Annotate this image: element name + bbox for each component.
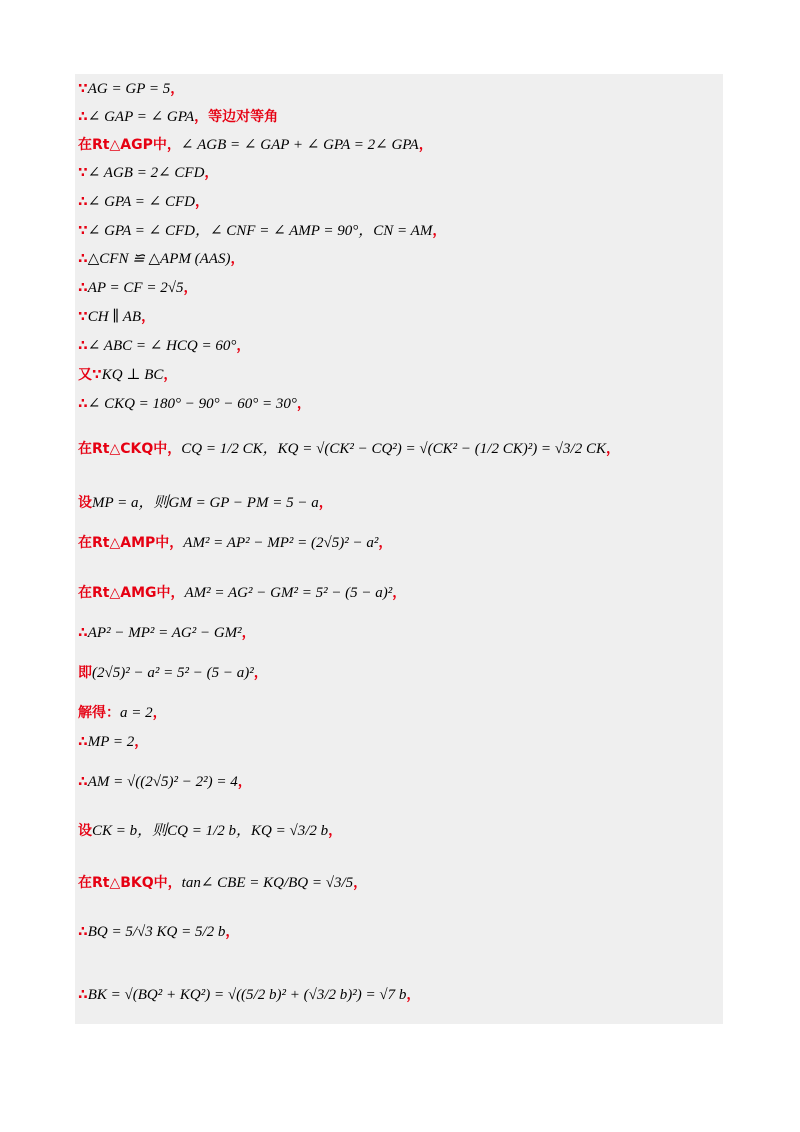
solution-line [78, 393, 311, 415]
line-math: AM = √((2√5)² − 2²) = 4 [87, 774, 238, 790]
line-prefix: 在Rt△AGP中， [78, 137, 181, 153]
solution-line [78, 277, 197, 299]
line-end: ， [605, 441, 620, 457]
line-prefix: ∴ [78, 625, 88, 641]
line-prefix: 设 [78, 495, 92, 511]
line-end: ， [318, 495, 333, 511]
line-prefix: 在Rt△BKQ中， [78, 875, 182, 891]
line-end: ， [134, 734, 149, 750]
line-math: AP = CF = 2√5 [87, 280, 184, 296]
line-end: ， [432, 223, 447, 239]
line-end: ， [163, 367, 178, 383]
line-math: KQ ⊥ BC [101, 367, 164, 383]
line-prefix: ∴ [78, 987, 88, 1003]
solution-line [78, 335, 250, 357]
line-end: ， [236, 338, 251, 354]
line-prefix: 在Rt△CKQ中， [78, 441, 182, 457]
line-math: tan∠ CBE = KQ/BQ = √3/5 [181, 875, 354, 891]
line-prefix: 在Rt△AMP中， [78, 535, 184, 551]
solution-line [78, 702, 167, 724]
line-prefix: 设 [78, 823, 92, 839]
line-end: ， [406, 987, 421, 1003]
line-math: BK = √(BQ² + KQ²) = √((5/2 b)² + (√3/2 b)²) = √7 b [87, 987, 407, 1003]
line-end: ， [225, 924, 240, 940]
line-math: MP = a，则GM = GP − PM = 5 − a [92, 495, 319, 511]
line-prefix: ∴ [78, 924, 88, 940]
line-math: ∠ AGB = ∠ GAP + ∠ GPA = 2∠ GPA [180, 137, 419, 153]
solution-line [78, 248, 244, 270]
line-end: ， [328, 823, 343, 839]
line-end: ， [152, 705, 167, 721]
line-end: ， [353, 875, 368, 891]
line-prefix: ∵ [78, 309, 88, 325]
line-math: BQ = 5/√3 KQ = 5/2 b [87, 924, 226, 940]
line-math: (2√5)² − a² = 5² − (5 − a)² [92, 665, 254, 681]
line-prefix: ∴ [78, 396, 88, 412]
solution-line [78, 492, 333, 514]
line-math: ∠ AGB = 2∠ CFD [87, 165, 205, 181]
line-end: ， [204, 165, 219, 181]
line-math: ∠ ABC = ∠ HCQ = 60° [87, 338, 237, 354]
solution-line [78, 106, 278, 128]
line-end: ， [378, 535, 393, 551]
line-end: ， [194, 194, 209, 210]
solution-line [78, 872, 367, 894]
line-end: ， [230, 251, 245, 267]
solution-line [78, 820, 342, 842]
solution-line [78, 220, 446, 242]
line-prefix: ∴ [78, 251, 88, 267]
solution-line [78, 532, 392, 554]
line-prefix: ∵ [78, 223, 88, 239]
line-math: ∠ GAP = ∠ GPA [87, 109, 195, 125]
line-math: △CFN ≌ △APM (AAS) [87, 251, 231, 267]
line-prefix: ∵ [78, 165, 88, 181]
line-end: ， [241, 625, 256, 641]
line-math: CK = b，则CQ = 1/2 b，KQ = √3/2 b [92, 823, 329, 839]
line-math: a = 2 [120, 705, 153, 721]
solution-line [78, 582, 406, 604]
solution-line [78, 134, 433, 156]
line-end: ， [183, 280, 198, 296]
line-math: CH ∥ AB [87, 309, 142, 325]
line-end: ， [418, 137, 433, 153]
solution-line [78, 622, 256, 644]
line-math: ∠ GPA = ∠ CFD [87, 194, 195, 210]
line-prefix: ∴ [78, 734, 88, 750]
line-prefix: 又∵ [78, 367, 102, 383]
line-end: ， [392, 585, 407, 601]
line-end: ，等边对等角 [194, 109, 279, 125]
line-math: ∠ CKQ = 180° − 90° − 60° = 30° [87, 396, 297, 412]
solution-line [78, 306, 155, 328]
solution-line [78, 771, 252, 793]
solution-line [78, 438, 620, 460]
solution-line [78, 191, 209, 213]
line-prefix: 即 [78, 665, 92, 681]
solution-line [78, 731, 148, 753]
line-math: CQ = 1/2 CK，KQ = √(CK² − CQ²) = √(CK² − (1/2 CK)²) = √3/2 CK [181, 441, 606, 457]
line-math: AM² = AG² − GM² = 5² − (5 − a)² [184, 585, 393, 601]
line-end: ， [170, 81, 185, 97]
line-end: ， [237, 774, 252, 790]
line-prefix: ∴ [78, 194, 88, 210]
line-math: AM² = AP² − MP² = (2√5)² − a² [183, 535, 379, 551]
solution-line [78, 984, 420, 1006]
line-prefix: ∴ [78, 774, 88, 790]
solution-line [78, 162, 218, 184]
solution-line [78, 78, 184, 100]
line-prefix: 解得： [78, 705, 120, 721]
line-prefix: ∴ [78, 338, 88, 354]
line-math: AG = GP = 5 [87, 81, 171, 97]
line-end: ， [253, 665, 268, 681]
line-prefix: 在Rt△AMG中， [78, 585, 185, 601]
line-end: ， [141, 309, 156, 325]
line-math: AP² − MP² = AG² − GM² [87, 625, 242, 641]
solution-line [78, 921, 239, 943]
line-prefix: ∴ [78, 280, 88, 296]
line-end: ， [296, 396, 311, 412]
solution-line [78, 662, 268, 684]
solution-line [78, 364, 177, 386]
line-math: MP = 2 [87, 734, 135, 750]
line-math: ∠ GPA = ∠ CFD，∠ CNF = ∠ AMP = 90°，CN = AM [87, 223, 433, 239]
line-prefix: ∴ [78, 109, 88, 125]
line-prefix: ∵ [78, 81, 88, 97]
